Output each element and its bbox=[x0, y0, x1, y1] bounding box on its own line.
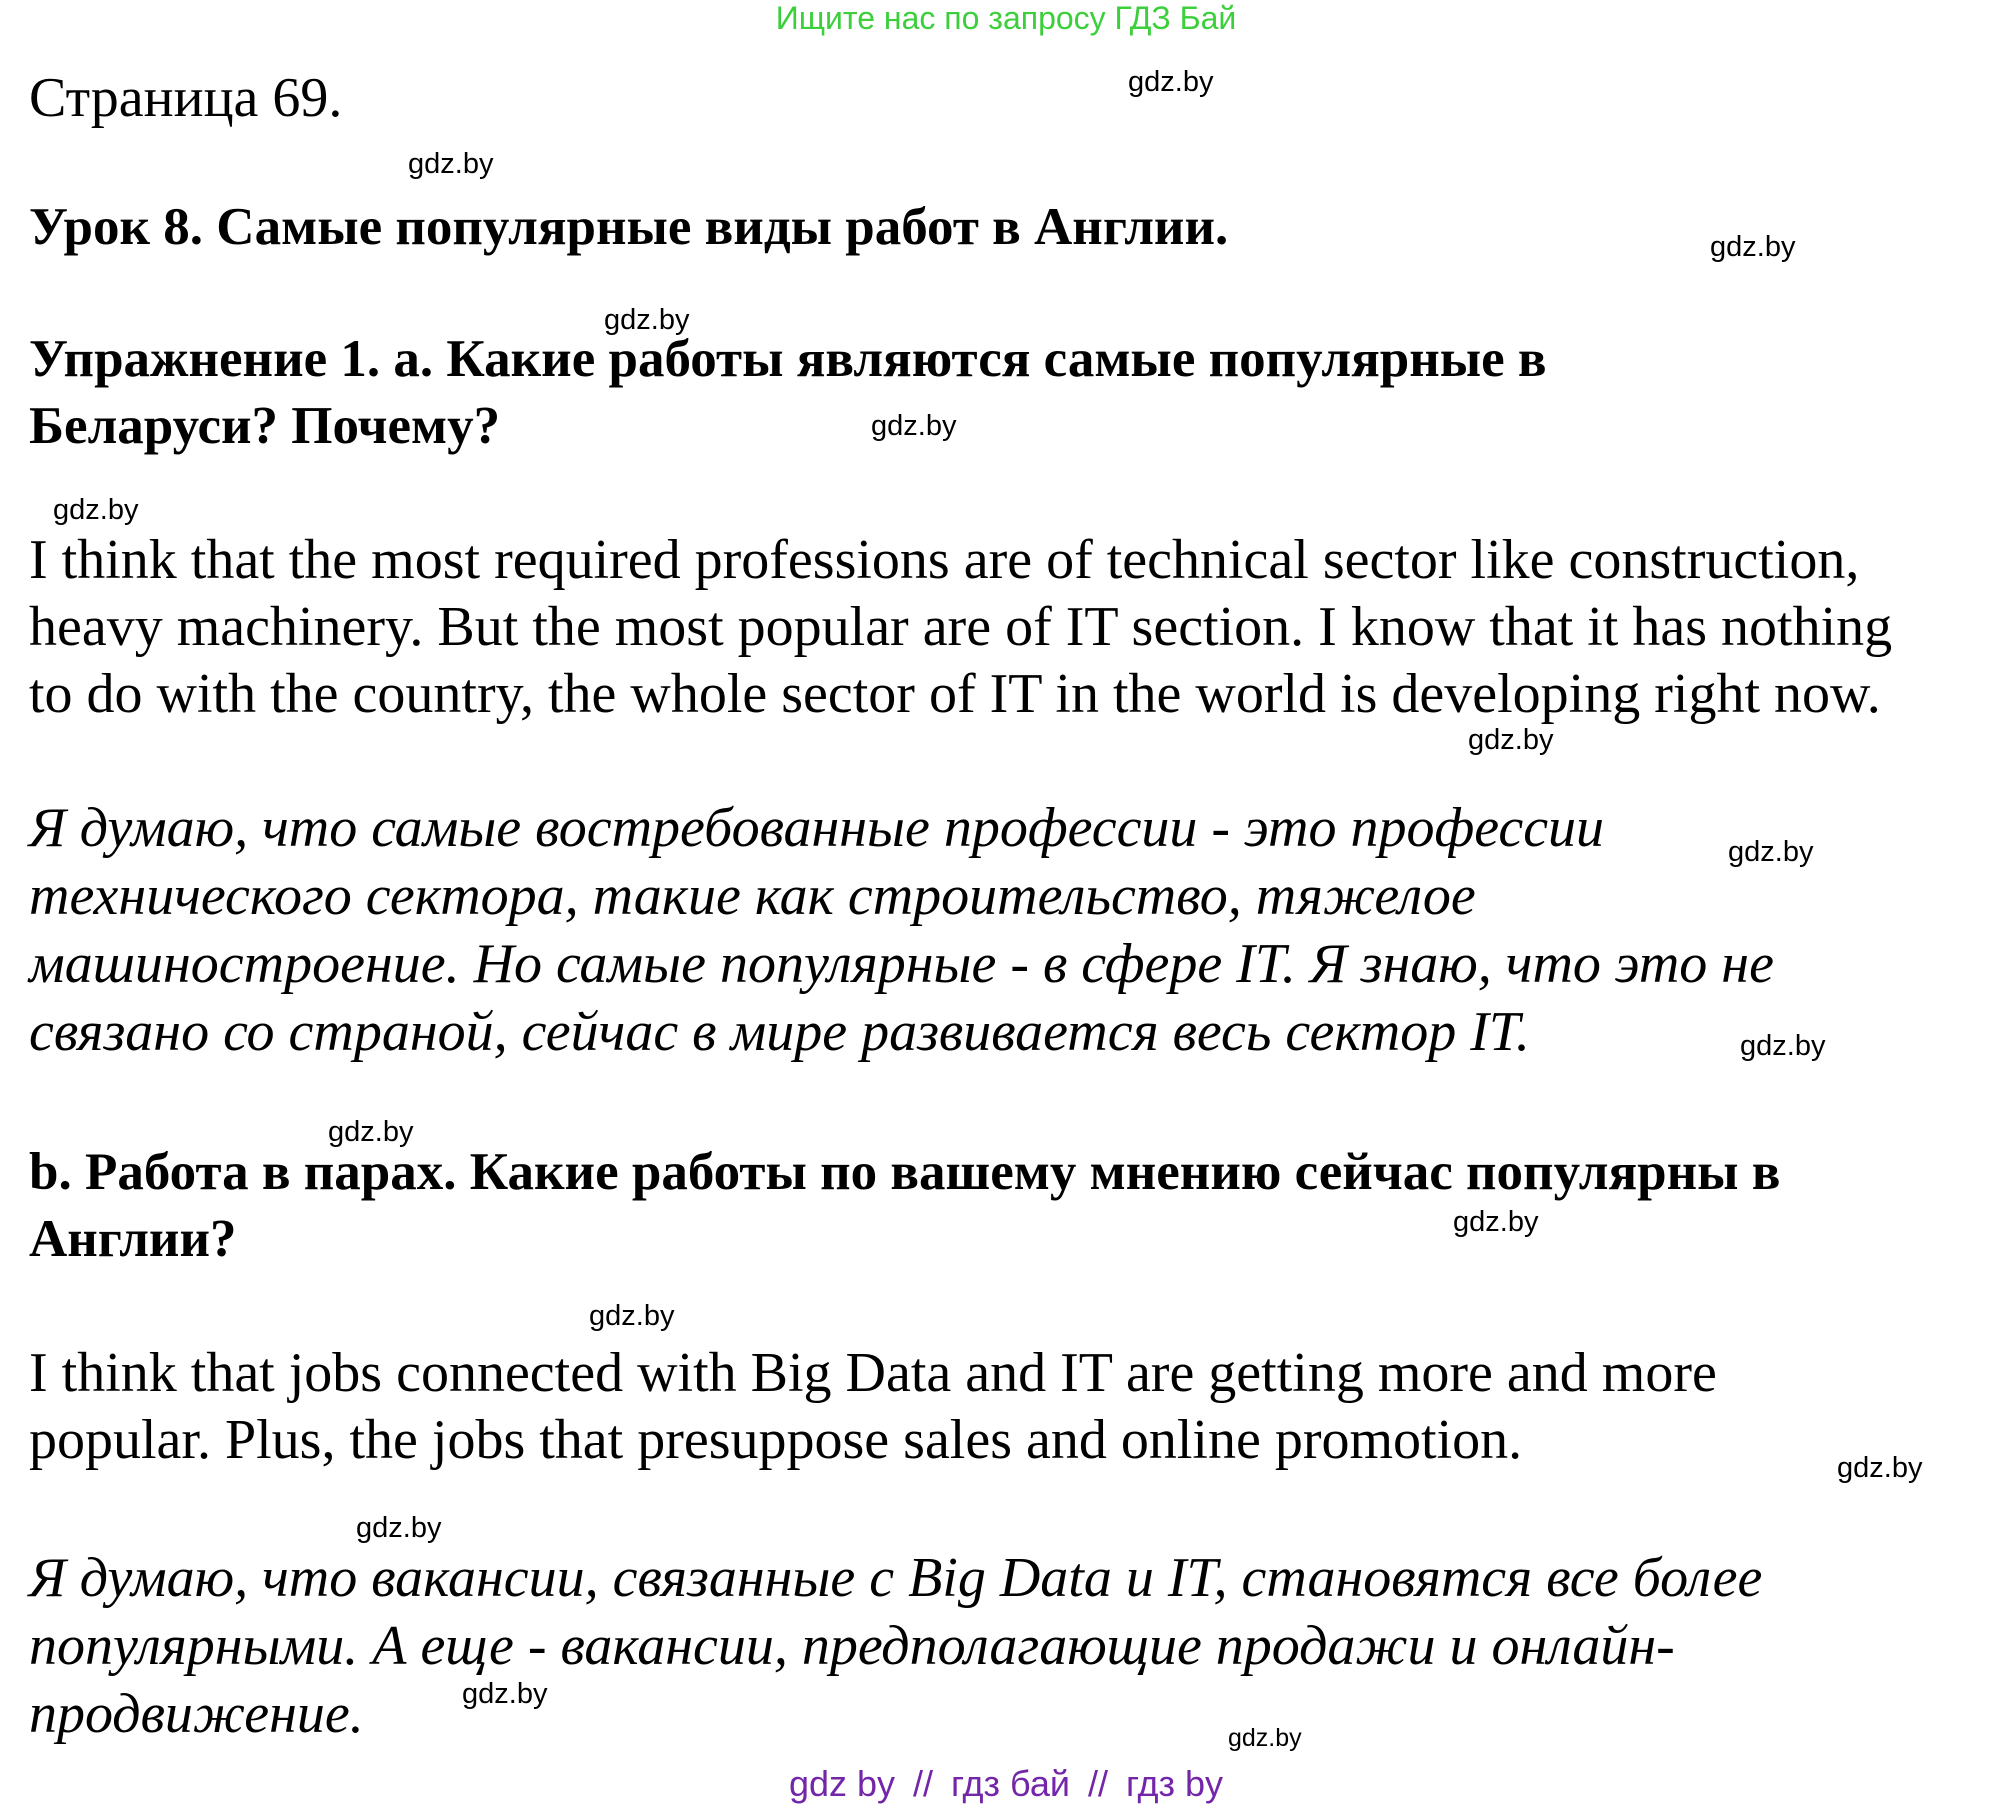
footer-separator: // bbox=[913, 1763, 934, 1804]
paragraph-line: Я думаю, что самые востребованные профессии - это профессии bbox=[29, 797, 1605, 859]
watermark: gdz.by bbox=[1710, 231, 1796, 263]
lesson-title: Урок 8. Самые популярные виды работ в Англии. bbox=[29, 198, 1229, 256]
watermark: gdz.by bbox=[1468, 724, 1554, 756]
footer-separator: // bbox=[1087, 1763, 1108, 1804]
paragraph-line: Я думаю, что вакансии, связанные с Big Data и IT, становятся все более bbox=[29, 1547, 1763, 1609]
footer-link-gdz-bai[interactable]: гдз бай bbox=[951, 1763, 1070, 1804]
watermark: gdz.by bbox=[356, 1512, 442, 1544]
footer-links bbox=[0, 1764, 2012, 1804]
exercise-a-answer-en bbox=[29, 527, 1892, 728]
watermark: gdz.by bbox=[1128, 66, 1214, 98]
exercise-b-answer-ru bbox=[29, 1544, 1762, 1748]
exercise-a-heading-line: Беларуси? Почему? bbox=[29, 397, 501, 455]
exercise-b-answer-en bbox=[29, 1340, 1717, 1474]
paragraph-line: to do with the country, the whole sector of IT in the world is developing right now. bbox=[29, 663, 1881, 725]
paragraph-line: heavy machinery. But the most popular are of IT section. I know that it has nothing bbox=[29, 596, 1893, 658]
watermark: gdz.by bbox=[328, 1116, 414, 1148]
exercise-b-heading-line: b. Работа в парах. Какие работы по вашему мнению сейчас популярны в bbox=[29, 1143, 1781, 1201]
watermark: gdz.by bbox=[871, 410, 957, 442]
paragraph-line: связано со страной, сейчас в мире развивается весь сектор IT. bbox=[29, 1001, 1530, 1063]
exercise-a-heading-line: Упражнение 1. а. Какие работы являются самые популярные в bbox=[29, 330, 1547, 388]
watermark: gdz.by bbox=[1453, 1206, 1539, 1238]
paragraph-line: продвижение. bbox=[29, 1683, 364, 1745]
page-number: Страница 69. bbox=[29, 67, 343, 129]
watermark: gdz.by bbox=[53, 494, 139, 526]
exercise-a-answer-ru bbox=[29, 794, 1774, 1066]
footer-link-gdz-by-ru[interactable]: гдз by bbox=[1126, 1763, 1224, 1804]
footer-link-gdz-by[interactable]: gdz by bbox=[788, 1763, 896, 1804]
exercise-a-heading bbox=[29, 326, 1547, 460]
watermark: gdz.by bbox=[589, 1300, 675, 1332]
paragraph-line: I think that the most required professions are of technical sector like construction, bbox=[29, 529, 1860, 591]
watermark: gdz.by bbox=[408, 148, 494, 180]
paragraph-line: популярными. А еще - вакансии, предполагающие продажи и онлайн- bbox=[29, 1615, 1675, 1677]
watermark: gdz.by bbox=[604, 304, 690, 336]
top-banner: Ищите нас по запросу ГДЗ Бай bbox=[775, 0, 1237, 36]
watermark: gdz.by bbox=[1740, 1030, 1826, 1062]
paragraph-line: машиностроение. Но самые популярные - в сфере IT. Я знаю, что это не bbox=[29, 933, 1774, 995]
watermark: gdz.by bbox=[1228, 1724, 1302, 1752]
watermark: gdz.by bbox=[1728, 836, 1814, 868]
paragraph-line: popular. Plus, the jobs that presuppose sales and online promotion. bbox=[29, 1409, 1523, 1471]
watermark: gdz.by bbox=[1837, 1452, 1923, 1484]
paragraph-line: технического сектора, такие как строительство, тяжелое bbox=[29, 865, 1476, 927]
paragraph-line: I think that jobs connected with Big Data and IT are getting more and more bbox=[29, 1342, 1717, 1404]
watermark: gdz.by bbox=[462, 1678, 548, 1710]
exercise-b-heading-line: Англии? bbox=[29, 1210, 237, 1268]
